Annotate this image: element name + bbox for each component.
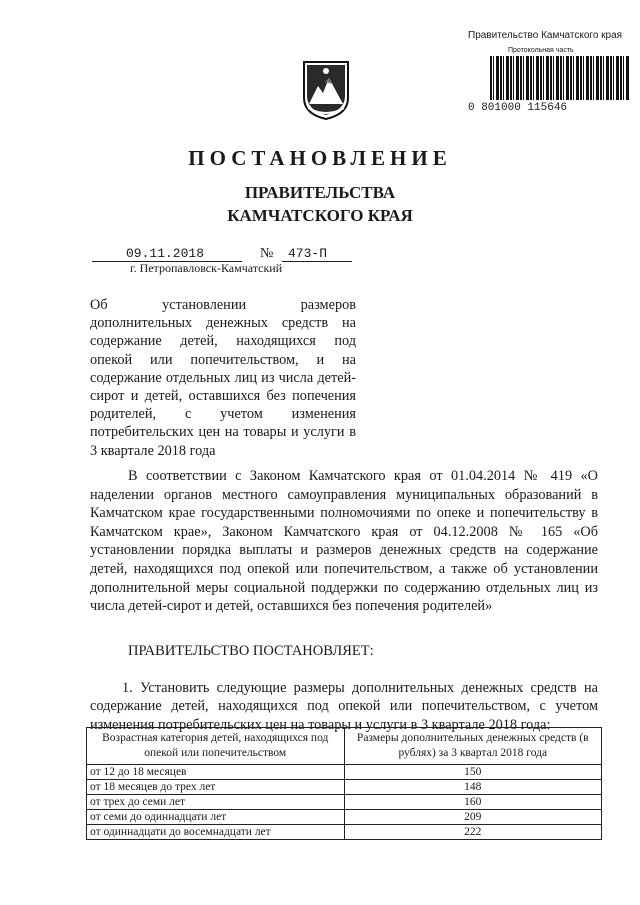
stamp-part-label: Протокольная часть: [508, 47, 574, 54]
table-row: [87, 825, 602, 840]
age-cell: от 18 месяцев до трех лет: [87, 780, 345, 795]
table-row: [87, 810, 602, 825]
barcode: [490, 56, 630, 100]
clause-1: [90, 679, 598, 734]
document-number: 473-П: [288, 246, 328, 261]
kamchatka-coat-of-arms-icon: [302, 60, 350, 120]
number-sign: №: [260, 246, 274, 261]
stamp-organization: Правительство Камчатского края: [468, 30, 623, 41]
amount-cell: 150: [344, 765, 602, 780]
issue-city: г. Петропавловск-Камчатский: [130, 261, 283, 275]
document-subject: Об установлении размеров дополнительных денежных средств на содержание детей, находящихся под опекой или попечительством, и на содержание отдельных лиц из числа детей-сирот и детей, оставшихся без попечения родителей, с учетом изменения потребительских цен на товары и услуги в 3 квартале 2018 года: [90, 297, 356, 459]
amount-cell: 148: [344, 780, 602, 795]
age-cell: от трех до семи лет: [87, 795, 345, 810]
authority-line-2: КАМЧАТСКОГО КРАЯ: [227, 206, 413, 225]
document-date: 09.11.2018: [126, 246, 205, 261]
preamble-text: В соответствии с Законом Камчатского края от 01.04.2014 № 419 «О наделении органов местного самоуправления муниципальных образований в Камчатском крае государственными полномочиями по опеке и попечительству в Камчатском крае», Законом Камчатского края от 04.12.2008 № 165 «Об установлении порядка выплаты и размеров денежных средств на содержание детей, находящихся под опекой или попечительством, а также об установлении дополнительной меры социальной поддержки по содержанию отдельных лиц из числа детей-сирот и детей, оставшихся без попечения родителей»: [90, 468, 598, 615]
document-title: ПОСТАНОВЛЕНИЕ: [188, 146, 452, 170]
registration-stamp: [468, 30, 636, 114]
age-cell: от одиннадцати до восемнадцати лет: [87, 825, 345, 840]
number-underline: [282, 261, 352, 262]
age-cell: от 12 до 18 месяцев: [87, 765, 345, 780]
table-row: [87, 765, 602, 780]
column-header-amount: Размеры дополнительных денежных средств (в рублях) за 3 квартал 2018 года: [344, 728, 602, 765]
authority-line-1: ПРАВИТЕЛЬСТВА: [244, 183, 396, 202]
table-row: [87, 795, 602, 810]
barcode-number: 0 801000 115646: [468, 102, 568, 114]
preamble-paragraph: [90, 467, 598, 616]
table-row: [87, 780, 602, 795]
column-header-age: Возрастная категория детей, находящихся под опекой или попечительством: [87, 728, 345, 765]
decree-heading: ПРАВИТЕЛЬСТВО ПОСТАНОВЛЯЕТ:: [128, 643, 374, 659]
amount-cell: 160: [344, 795, 602, 810]
clause-1-text: 1. Установить следующие размеры дополнительных денежных средств на содержание детей, находящихся под опекой или попечительством, с учетом изменения потребительских цен на товары и услуги в 3 квартале 2018 года:: [90, 680, 598, 733]
amount-cell: 222: [344, 825, 602, 840]
allowance-table: [86, 727, 602, 840]
amount-cell: 209: [344, 810, 602, 825]
age-cell: от семи до одиннадцати лет: [87, 810, 345, 825]
issuing-authority: [0, 181, 640, 227]
table-header-row: [87, 728, 602, 765]
